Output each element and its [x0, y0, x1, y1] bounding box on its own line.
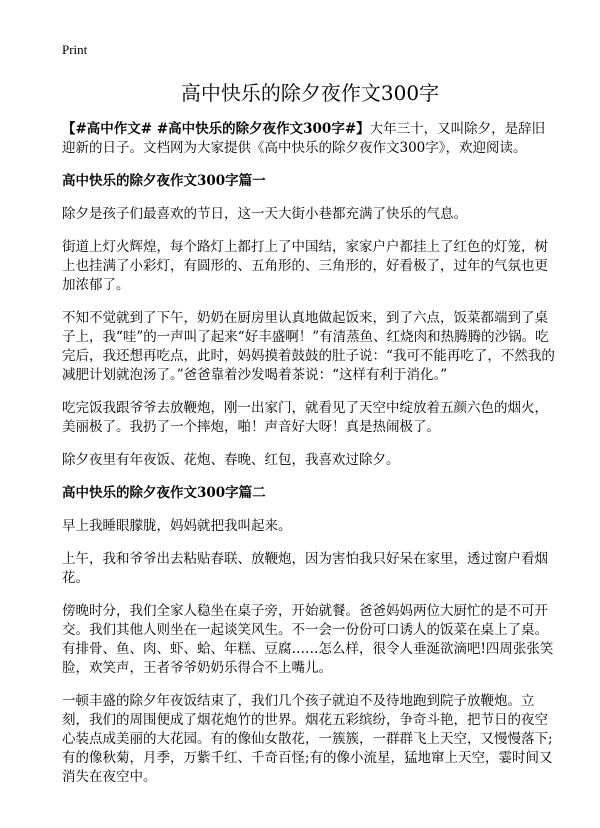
intro-tag: 【#高中作文# #高中快乐的除夕夜作文300字#】 — [62, 121, 370, 137]
paragraph: 一顿丰盛的除夕年夜饭结束了，我们几个孩子就迫不及待地跑到院子放鞭炮。立刻，我们的周围便成了烟花炮竹的世界。烟花五彩缤纷，争奇斗艳，把节日的夜空心装点成美丽的大花园。有的像仙女散花，一簇簇，一群群飞上天空，又慢慢落下;有的像秋菊，月季，万紫千红、千奇百怪;有的像小流星，猛地窜上天空，霎时间又消失在夜空中。 — [62, 693, 553, 785]
paragraph: 早上我睡眼朦胧，妈妈就把我叫起来。 — [62, 518, 292, 534]
intro-text: 大年三十，又叫除夕，是辞旧迎新的日子。文档网为大家提供《高中快乐的除夕夜作文300字》，欢迎阅读。 — [62, 121, 546, 156]
paragraph: 吃完饭我跟爷爷去放鞭炮，刚一出家门，就看见了天空中绽放着五颜六色的烟火，美丽极了。我扔了一个摔炮，啪！声音好大呀！真是热闹极了。 — [62, 400, 548, 435]
paragraph: 除夕夜里有年夜饭、花炮、春晚、红包，我喜欢过除夕。 — [62, 452, 400, 468]
paragraph: 不知不觉就到了下午，奶奶在厨房里认真地做起饭来，到了六点，饭菜都端到了桌子上，我“哇”的一声叫了起来“好丰盛啊！”有清蒸鱼、红烧肉和热腾腾的沙锅。吃完后，我还想再吃点，此时，妈妈摸着鼓鼓的肚子说：“我可不能再吃了，不然我的减肥计划就泡汤了。”爸爸靠着沙发喝着茶说：“这样有利于消化。” — [62, 310, 555, 383]
intro-paragraph — [62, 120, 558, 158]
paragraph: 街道上灯火辉煌，每个路灯上都打上了中国结，家家户户都挂上了红色的灯笼，树上也挂满了小彩灯，有圆形的、五角形的、三角形的，好看极了，过年的气氛也更加浓郁了。 — [62, 239, 548, 293]
paragraph: 傍晚时分，我们全家人稳坐在桌子旁，开始就餐。爸爸妈妈两位大厨忙的是不可开交。我们其他人则坐在一起谈笑风生。不一会一份份可口诱人的饭菜在桌上了桌。有排骨、鱼、肉、虾、蛤、年糕、豆腐……怎么样，很令人垂涎欲滴吧!四周张张笑脸，欢笑声，王者爷爷奶奶乐得合不上嘴儿。 — [62, 603, 554, 676]
paragraph: 除夕是孩子们最喜欢的节日，这一天大街小巷都充满了快乐的气息。 — [62, 206, 467, 222]
paragraph: 上午，我和爷爷出去粘贴春联、放鞭炮，因为害怕我只好呆在家里，透过窗户看烟花。 — [62, 551, 548, 586]
section-heading: 高中快乐的除夕夜作文300字篇二 — [62, 485, 266, 501]
page-title: 高中快乐的除夕夜作文300字 — [180, 81, 440, 105]
section-heading: 高中快乐的除夕夜作文300字篇一 — [62, 173, 266, 189]
print-link[interactable]: Print — [62, 42, 88, 57]
section-two — [62, 484, 558, 787]
section-one — [62, 172, 558, 470]
